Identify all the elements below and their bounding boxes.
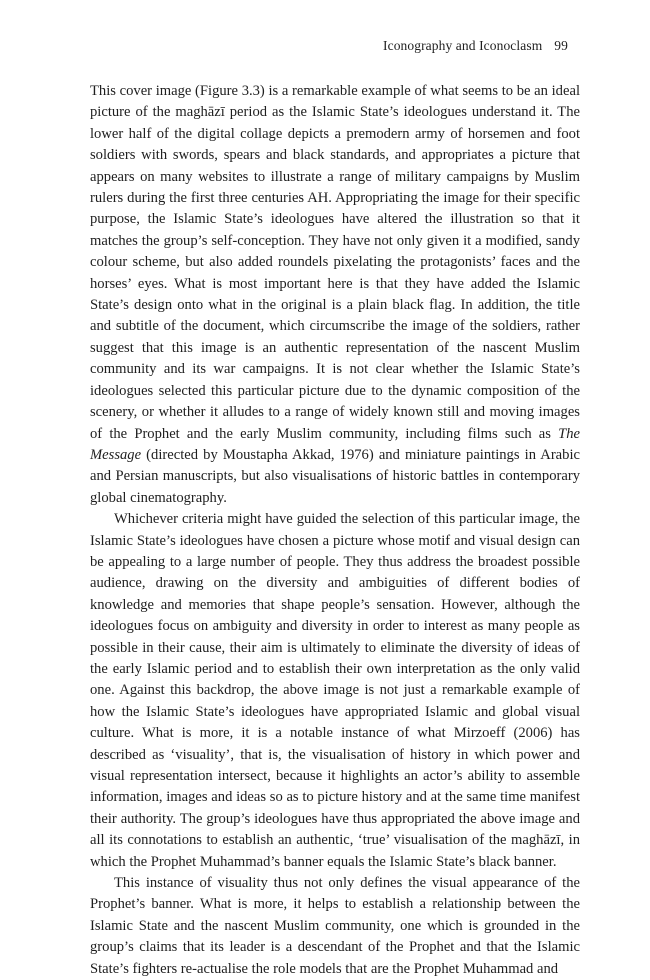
paragraph-3: This instance of visuality thus not only defines the visual appearance of the Prophet’s banner. What is more, it helps to establish a relationship between the Islamic State and the nascent Muslim community, one which is grounded in the group’s claims that its leader is a descendant of the Prophet and that the Islamic State’s fighters re-actualise the role models that are the Prophet Muhammad and [90, 875, 580, 977]
running-title: Iconography and Iconoclasm [383, 38, 543, 53]
paragraph-1-text-a: This cover image (Figure 3.3) is a remarkable example of what seems to be an ideal picture of the maghāzī period as the Islamic State’s ideologues understand it. The lower half of the digital collage depicts a premodern army of horsemen and foot soldiers with swords, spears and black standards, and appropriates a picture that appears on many websites to illustrate a range of military campaigns by Muslim rulers during the first three centuries AH. Appropriating the image for their specific purpose, the Islamic State’s ideologues have altered the illustration so that it matches the group’s self-conception. They have not only given it a modified, sandy colour scheme, but also added roundels pixelating the protagonists’ faces and the horses’ eyes. What is most important here is that they have added the Islamic State’s design onto what in the original is a plain black flag. In addition, the title and subtitle of the document, which circumscribe the image of the soldiers, rather suggest that this image is an authentic representation of the nascent Muslim community and its war campaigns. It is not clear whether the Islamic State’s ideologues selected this particular picture due to the dynamic composition of the scenery, or whether it alludes to a range of widely known still and moving images of the Prophet and the early Muslim community, including films such as [90, 83, 580, 442]
page-number: 99 [554, 38, 568, 53]
body-text [90, 81, 580, 980]
paragraph-1-text-b: (directed by Moustapha Akkad, 1976) and miniature paintings in Arabic and Persian manuscripts, but also visualisations of historic battles in contemporary global cinematography. [90, 446, 580, 506]
paragraph-1 [90, 81, 580, 509]
running-header [383, 38, 568, 54]
film-title: The Message [90, 425, 580, 463]
paragraph-2: Whichever criteria might have guided the selection of this particular image, the Islamic State’s ideologues have chosen a picture whose motif and visual design can be appealing to a large number of people. They thus address the broadest possible audience, drawing on the diversity and ambiguities of different bodies of knowledge and memories that shape people’s sensation. However, although the ideologues focus on ambiguity and diversity in order to interest as many people as possible in their cause, their aim is ultimately to eliminate the diversity of ideas of the early Islamic period and to establish their own interpretation as the only valid one. Against this backdrop, the above image is not just a remarkable example of how the Islamic State’s ideologues have appropriated Islamic and global visual culture. What is more, it is a notable instance of what Mirzoeff (2006) has described as ‘visuality’, that is, the visualisation of history in which power and visual representation intersect, because it highlights an actor’s ability to assemble information, images and ideas so as to picture history and at the same time manifest their authority. The group’s ideologues have thus appropriated the above image and all its connotations to establish an authentic, ‘true’ visualisation of the maghāzī, in which the Prophet Muhammad’s banner equals the Islamic State’s black banner. [90, 511, 580, 870]
